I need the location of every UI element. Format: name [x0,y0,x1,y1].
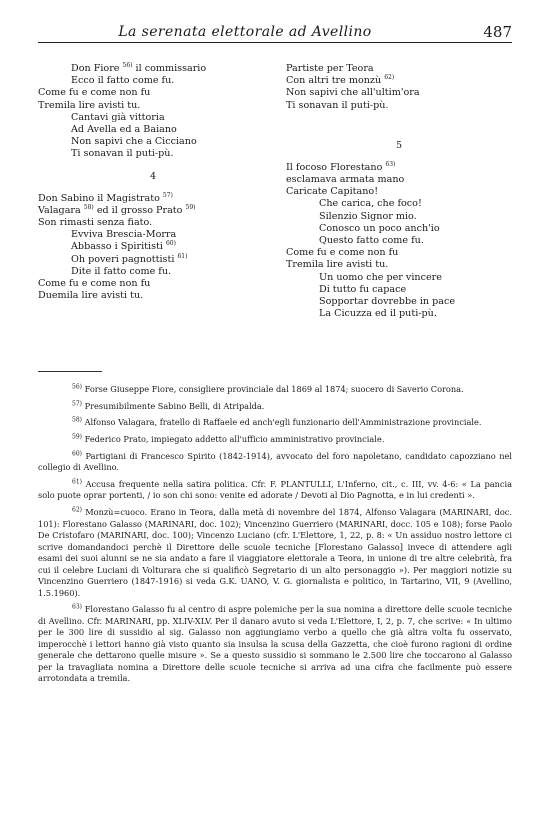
footnote: $^{61)}$ Accusa frequente nella satira politica. Cfr. F. PLANTULLI, L'Inferno, cit., c. III, vv. 4-6: « La pancia solo puote oprar portenti, / io son chi sono: venite ed adorate / Devoti al Dio Pagnotta, e in lui credenti ». [38,478,512,501]
footnote-ref: 60) [165,240,176,248]
poem-line: Don Fiore $^{56)}$ il commissario [71,61,207,74]
poem-line: Duemila lire avisti tu. [38,290,144,302]
section-number: 4 [149,170,157,182]
poem-stanza [38,63,268,161]
footnote-number: 60) [72,450,82,458]
footnote-number: 56) [72,383,82,391]
poem-line: Questo fatto come fu. [319,235,424,247]
poem-line: Che carica, che foco! [319,198,422,210]
section-number: 5 [395,139,403,151]
poem-line: Son rimasti senza fiato. [38,217,153,229]
footnote-ref: 63) [385,160,396,168]
footnote-number: 57) [72,399,82,407]
poem-line: Tremila lire avisti tu. [38,99,141,111]
poem-line: Silenzio Signor mio. [319,210,417,222]
footnote: $^{56)}$ Forse Giuseppe Fiore, consigliere provinciale dal 1869 al 1874; suocero di Saverio Corona. [72,383,464,394]
poem-line: Sopportar dovrebbe in pace [319,296,456,308]
footnote-number: 62) [72,506,82,514]
poem-line: Conosco un poco anch'io [319,222,440,234]
poem-line: Tremila lire avisti tu. [286,259,389,271]
poem-line: Don Sabino il Magistrato $^{57)}$ [38,191,173,204]
footnote-ref: 58) [83,203,94,211]
poem-line: Come fu e come non fu [38,278,151,290]
poem-line: Caricate Capitano! [286,186,379,198]
footnote: $^{62)}$ Monzù=cuoco. Erano in Teora, dalla metà di novembre del 1874, Alfonso Valagara (MARINARI, doc. 101): Florestano Galasso (MARINARI, doc. 102); Vincenzino Guerriero (MARINARI, docc. 105 e 108); forse Paolo De Cristofaro (MARINARI, doc. 100); Vincenzo Luciano (cfr. L'Elettore, 1, 22, p. 8: « Un assiduo nostro lettore ci scrive domandandoci perchè il Direttore delle scuole tecniche [Florestano Galasso] invece di attendere agli esami dei suoi alunni se ne sia andato a fare il viaggiatore elettorale a Teora, in unione di tre altre celebrità, fra cui il celebre Luciani di Volturara che si qualificò Segretario di un alto personaggio »). Per maggiori notizie su Vincenzino Guerriero (1847-1916) si veda G.K. UANO, V. G. giornalista e politico, in Tartarino, VII, 9 (Avellino, 1.5.1960). [38,506,512,598]
poem-stanza [286,162,512,321]
poem-line: Abbasso i Spiritisti $^{60)}$ [71,240,176,253]
footnote-separator [38,371,102,372]
poem-line: La Cicuzza ed il puti-pù. [319,308,437,320]
poem-left-column [38,63,268,302]
poem-line: Partiste per Teora [286,63,374,74]
poem-line: Ti sonavan il puti-pù. [286,99,389,111]
footnote: $^{59)}$ Federico Prato, impiegato addetto all'ufficio amministrativo provinciale. [72,433,385,445]
poem-line: Cantavi già vittoria [71,111,165,123]
footnote-ref: 57) [162,191,173,199]
poem-line: Valagara $^{58)}$ ed il grosso Prato $^{59)}$ [38,203,196,216]
footnote-ref: 56) [122,61,133,69]
poem-line: Evviva Brescia-Morra [71,229,177,241]
running-header [38,22,512,43]
poem-line: esclamava armata mano [286,174,405,186]
footnote-number: 58) [72,416,82,424]
poem-line: Di tutto fu capace [319,283,407,295]
poem-line: Non sapivi che all'ultim'ora [286,87,420,99]
footnotes [38,384,512,690]
footnote-ref: 62) [384,74,395,82]
footnote: $^{57)}$ Presumibilmente Sabino Belli, di Atripalda. [72,399,265,411]
poem-line: Con altri tre monzù $^{62)}$ [286,74,395,87]
poem-line: Non sapivi che a Cicciano [71,136,197,148]
footnote: $^{58)}$ Alfonso Valagara, fratello di Raffaele ed anch'egli funzionario dell'Amministrazione provinciale. [72,416,482,428]
footnote: $^{63)}$ Florestano Galasso fu al centro di aspre polemiche per la sua nomina a direttore delle scuole tecniche di Avellino. Cfr. MARINARI, pp. XLIV-XLV. Per il danaro avuto si veda L'Elettore, I, 2, p. 7, che scrive: « In ultimo per le 300 lire di sussidio al sig. Galasso non aggiungiamo verbo a quello che già altra volta fu osservato, imperocchè i lettori hanno già visto quanto sia insulsa la scusa della Gazzetta, che cioè furono ragioni di ordine generale che dettarono quelle misure ». Se a questo sussidio si sommano le 2.500 lire che toccarono al Galasso per la travagliata nomina a Direttore delle scuole tecniche si arriva ad una cifra che facilmente può essere arrotondata a tremila. [38,603,512,684]
poem-line: Come fu e come non fu [38,87,151,99]
footnote-number: 63) [72,603,82,611]
page-number: 487 [483,23,512,41]
footnote: $^{60)}$ Partigiani di Francesco Spirito (1842-1914), avvocato del foro napoletano, candidato capozziano nel collegio di Avellino. [38,450,512,473]
poem-stanza [286,63,512,112]
poem-line: Un uomo che per vincere [319,271,442,283]
poem-line: Ecco il fatto come fu. [71,75,175,87]
poem-stanza [38,193,268,303]
footnote-ref: 61) [177,252,188,260]
poem-line: Ad Avella ed a Baiano [71,124,177,136]
poem-line: Il focoso Florestano $^{63)}$ [286,160,396,173]
poem-line: Dite il fatto come fu. [71,265,172,277]
footnote-number: 61) [72,478,82,486]
poem-right-column [286,63,512,320]
footnote-ref: 59) [185,203,196,211]
running-title: La serenata elettorale ad Avellino [118,24,372,40]
poem-line: Come fu e come non fu [286,247,399,259]
poem-line: Ti sonavan il puti-pù. [71,148,174,160]
footnote-number: 59) [72,433,82,441]
poem-line: Oh poveri pagnottisti $^{61)}$ [71,252,188,265]
